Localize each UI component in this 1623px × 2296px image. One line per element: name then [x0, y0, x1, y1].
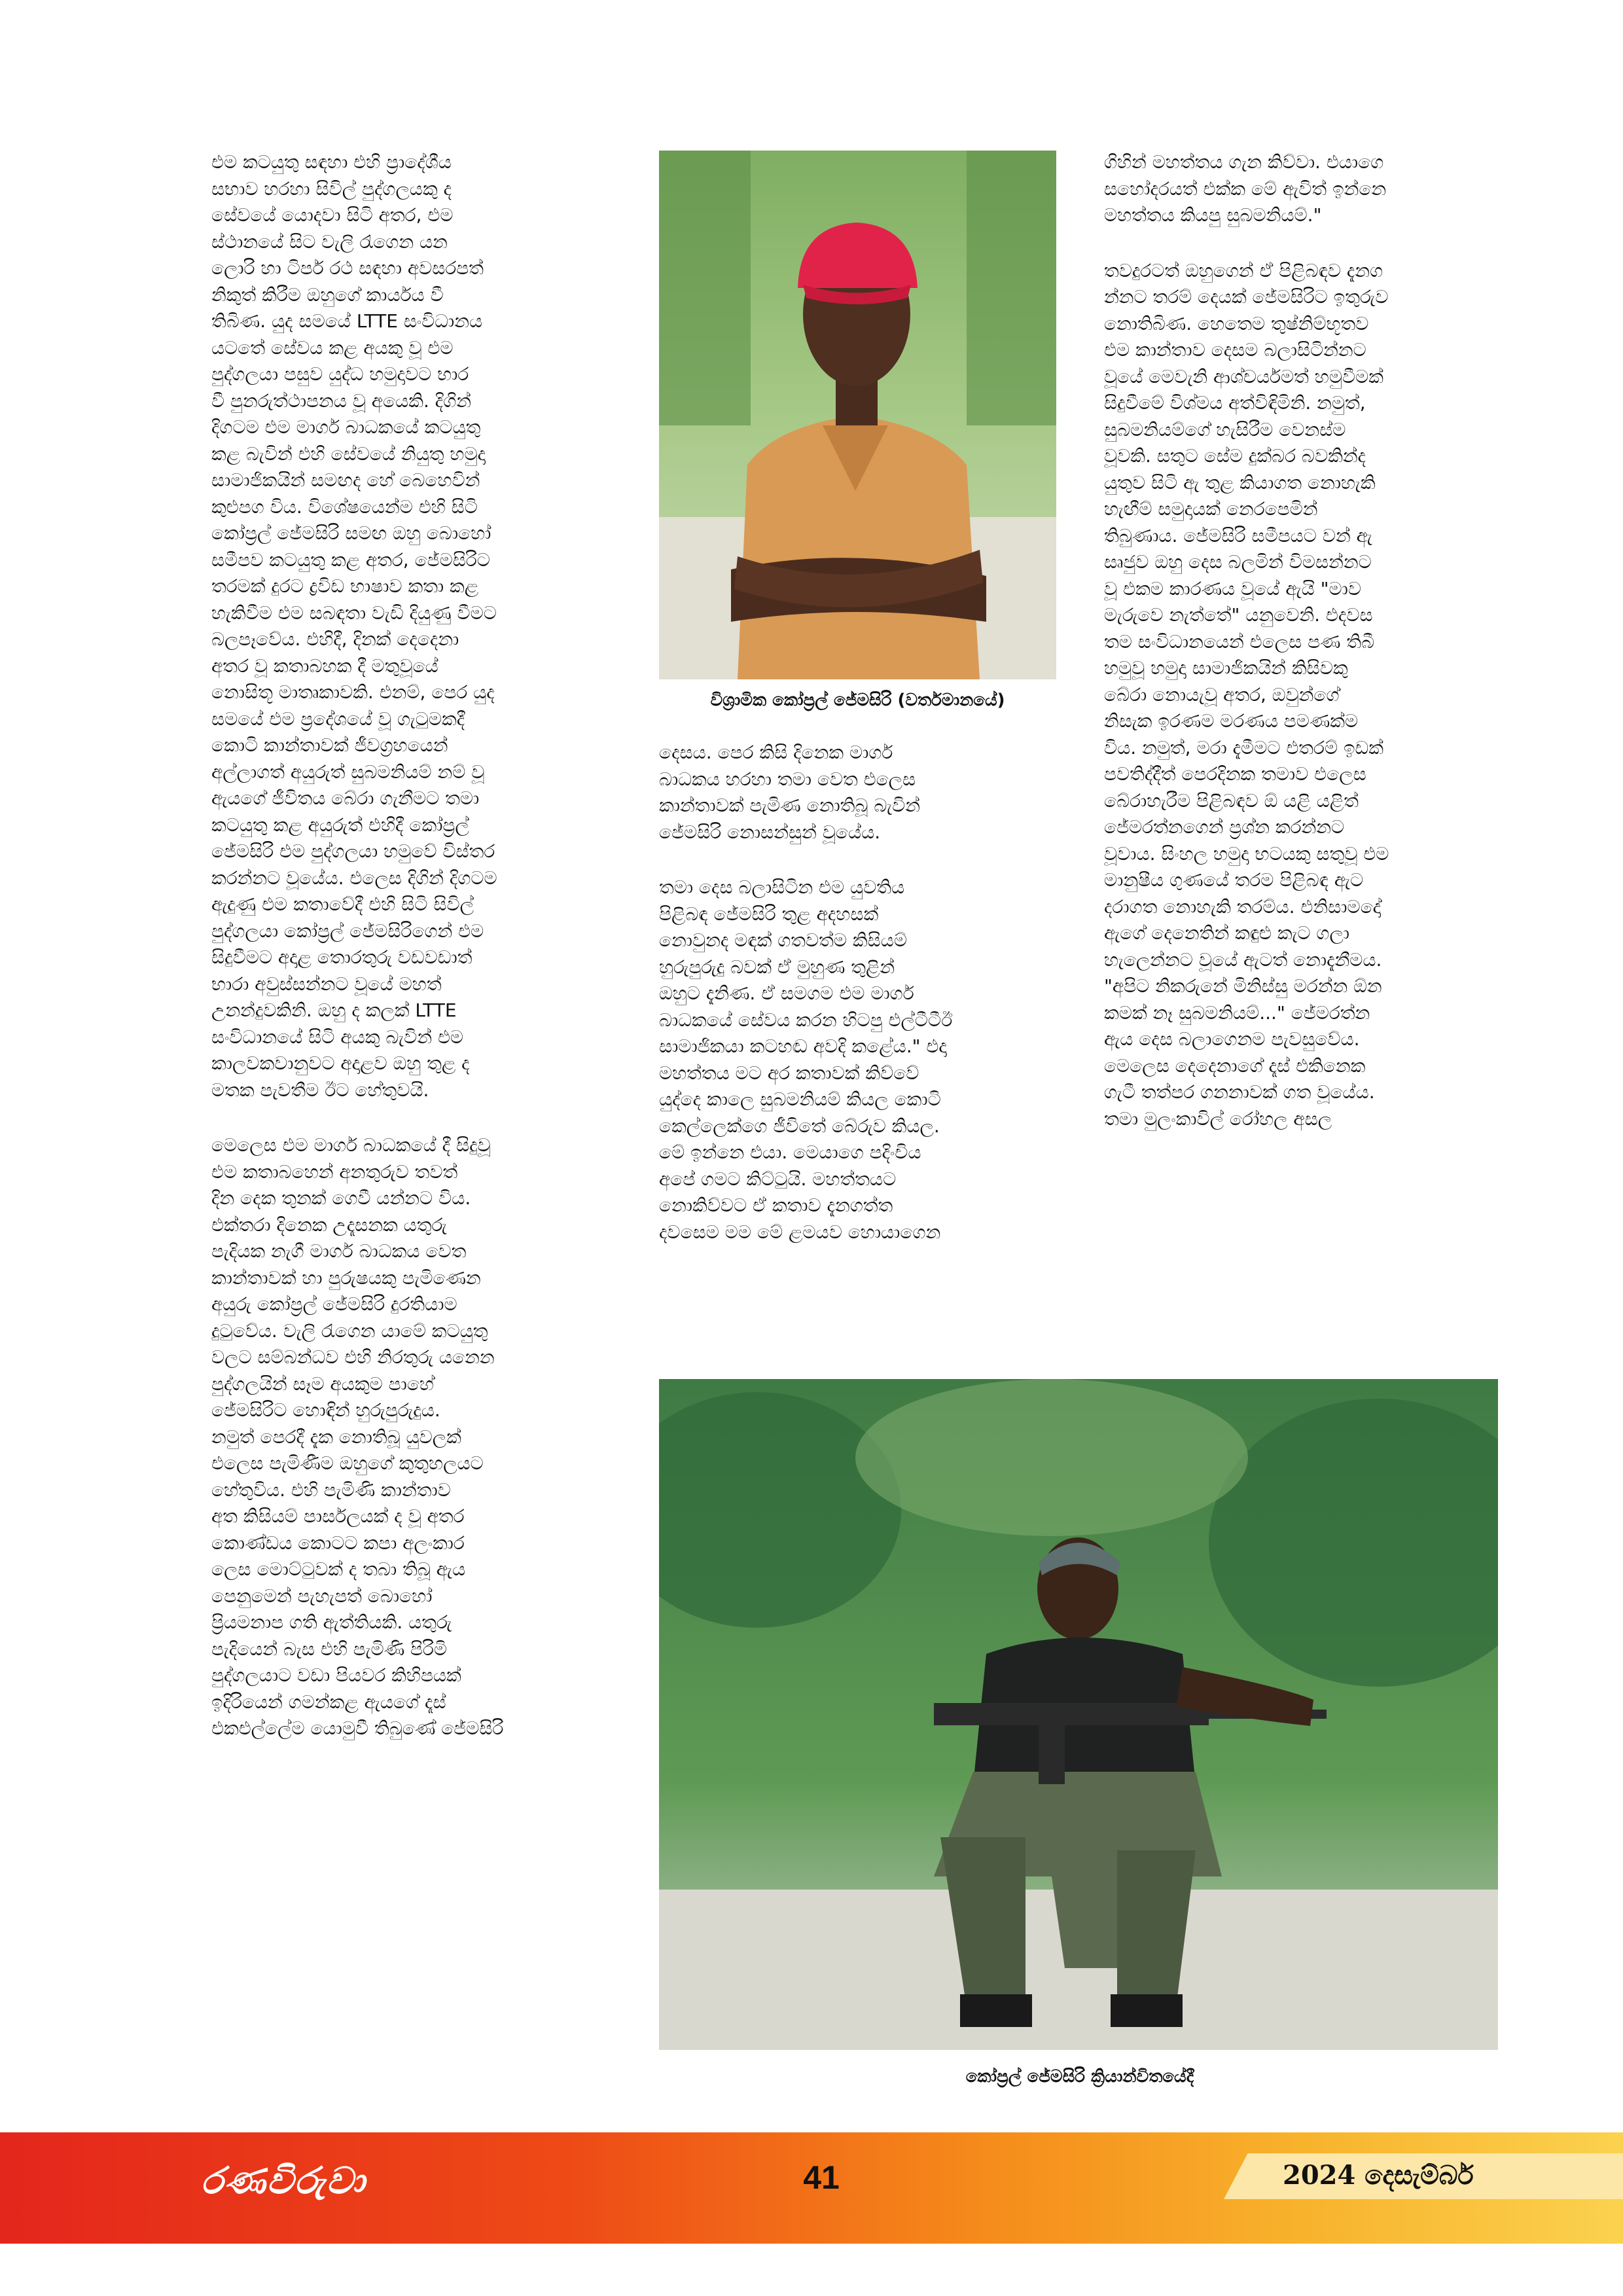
article-column-3	[1104, 149, 1510, 1161]
portrait-photo	[659, 151, 1056, 679]
paragraph: තමා දෙස බලාසිටින එම යුවතිය පිළිබඳ ජේමසිරි තුළ අදහසක් නොවුනද මඳක් ගතවත්ම කිසියම් හුරුපුරුදු බවක් ඒ මුහුණ තුළින් ඔහුට දැනිණ. ඒ සමගම එම මාර්ග බාධකයේ සේවය කරන හිටපු එල්ටීටීඊ සාමාජිකයා කටහඬ අවදි කළේය." එදා මහත්තය මට අර කතාවක් කිව්වේ යුද්දෙ කාලෙ සුබමනියම් කියල කොටි කෙල්ලෙක්ගෙ ජීවිතේ බේරුව කියල. මේ ඉන්නෙ එයා. මෙයාගෙ පදිංචිය අපේ ගමට කිට්ටුයි. මහත්තයට නොකිව්වට ඒ කතාව දැනගත්ත දවසෙම මම මේ ළමයව හොයාගෙන	[659, 876, 953, 1243]
article-column-1	[211, 149, 617, 1771]
photo-caption: විශ්‍රාමික කෝප්‍රල් ජේමසිරි (වර්තමානයේ)	[710, 691, 1005, 710]
soldier-action-photo	[659, 1379, 1498, 2050]
paragraph: එම කටයුතු සඳහා එහි ප්‍රාදේශීය සභාව හරහා සිවිල් පුද්ගලයකු ද සේවයේ යොදවා සිටි අතර, එම ස්ථානයේ සිට වැලි රැගෙන යන ලොරි හා ටිපර් රථ සඳහා අවසරපත් නිකුත් කිරීම ඔහුගේ කාර්යය වී තිබිණ. යුද සමයේ LTTE සංවිධානය යටතේ සේවය කළ අයකු වූ එම පුද්ගලයා පසුව යුද්ධ හමුදාවට භාර වී පුනරුත්ථාපනය වූ අයෙකි. දිගින් දිගටම එම මාර්ග බාධකයේ කටයුතු කළ බැවින් එහි සේවයේ නියුතු හමුදා සාමාජිකයින් සමඟද හේ බෙහෙවින් කුළුපග විය. විශේෂයෙන්ම එහි සිටි කෝප්‍රල් ජේමසිරි සමඟ ඔහු බොහෝ සමීපව කටයුතු කළ අතර, ජේමසිරිට තරමක් දුරට ද්‍රවිඩ භාෂාව කතා කළ හැකිවීම එම සබඳතා වැඩි දියුණු වීමට බලපෑවේය. එහිදී, දිනක් දෙදෙනා අතර වූ කතාබහක දී මතුවූයේ නොසිතූ මාතෘකාවකි. එනම්, පෙර යුද සමයේ එම ප්‍රදේශයේ වූ ගැටුමකදී කොටි කාන්තාවක් ජීවග්‍රහයෙන් අල්ලාගත් අයුරුත් සුබමනියම් නම් වූ ඇයගේ ජීවිතය බේරා ගැනීමට තමා කටයුතු කළ අයුරුත් එහිදී කෝප්‍රල් ජේමසිරි එම පුද්ගලයා හමුවේ විස්තර කරන්නට වූයේය. එලෙස දිගින් දිගටම ඇදුණු එම කතාවේදී එහි සිටි සිවිල් පුද්ගලයා කෝප්‍රල් ජේමසිරිගෙන් එම සිදුවීමට අදාළ තොරතුරු වඩවඩාත් භාරා අවුස්සන්නට වූයේ මහත් උනන්දුවකිනි. ඔහු ද කලක් LTTE සංවිධානයේ සිටි අයකු බැවින් එම කාලවකවානුවට අදාළව ඔහු තුළ ද මතක පැවතීම ඊට හේතුවයි.	[211, 151, 497, 1101]
paragraph: ගිහින් මහත්තය ගැන කිව්වා. එයාගෙ සහෝදරයත් එක්ක මේ ඇවිත් ඉන්නෙ මහත්තය කියපු සුබමනියම්."	[1104, 151, 1387, 226]
paragraph: මෙලෙස එම මාර්ග බාධකයේ දී සිදුවූ එම කතාබහෙන් අනතුරුව තවත් දින දෙක තුනක් ගෙවී යන්නට විය. එක්තරා දිනෙක උදෑසනක යතුරු පැදියක නැගී මාර්ග බාධකය වෙත කාන්තාවක් හා පුරුෂයකු පැමිණෙන අයුරු කෝප්‍රල් ජේමසිරි දුරතියාම දුටුවේය. වැලි රැගෙන යාමේ කටයුතු වලට සම්බන්ධව එහි නිරතුරු යනෙන පුද්ගලයින් සෑම අයකුම පාහේ ජේමසිරිට හොඳින් හුරුපුරුදුය. නමුත් පෙරදී දැක නොතිබූ යුවලක් එලෙස පැමිණීම ඔහුගේ කුතුහලයට හේතුවිය. එහි පැමිණි කාන්තාව අත කිසියම් පාර්සලයක් ද වූ අතර කොණ්ඩය කොටට කපා අලංකාර ලෙස මොට්ටුවක් ද තබා තිබූ ඇය පෙනුමෙන් පැහැපත් බොහෝ ප්‍රියමනාප ගති ඇත්තියකි. යතුරු පැදියෙන් බැස එහි පැමිණි පිරිමි පුද්ගලයාට වඩා පියවර කිහිපයක් ඉදිරියෙන් ගමන්කළ ඇයගේ දෑස් එකඑල්ලේම යොමුවී තිබුණේ ජේමසිරි	[211, 1134, 504, 1739]
page-number: 41	[803, 2159, 840, 2196]
photo-caption: කෝප්‍රල් ජේමසිරි ක්‍රියාන්විතයේදී	[965, 2067, 1194, 2087]
paragraph: තවදුරටත් ඔහුගෙන් ඒ පිළිබඳව දැනග න්නට තරම් දෙයක් ජේමසිරිට ඉතුරුව නොතිබිණ. හෙතෙම තුෂ්නිම්භූතව එම කාන්තාව දෙසම බලාසිටින්නට වූයේ මෙවැනි ආශ්චර්යමත් හමුවීමක් සිදුවීමේ විශ්මය අත්විඳිමිනි. නමුත්, සුබමනියම්ගේ හැසිරීම වෙනස්ම වූවකි. සතුට සේම දුක්බර බවකින්ද යුතුව සිටි ඇ තුළ කියාගත නොහැකි හැඟීම් සමුදායක් නෙරපෙමින් තිබුණාය. ජේමසිරි සමීපයට වන් ඇ සෘජුව ඔහු දෙස බලමින් විමසන්නට වූ එකම කාරණය වූයේ ඇයි "මාව මැරුවෙ නැත්තේ" යනුවෙනි. එදවස තම සංවිධානයෙන් එලෙස පණ තිබී හමුවූ හමුදා සාමාජිකයින් කිසිවකු බේරා නොයැවූ අතර, ඔවුන්ගේ නිසැක ඉරණම මරණය පමණක්ම විය. නමුත්, මරා දැමීමට එතරම් ඉඩක් පවතිද්දීත් පෙරදිනක තමාව එලෙස බේරාහැරීම පිළිබඳව ඕ යළි යළිත් ජේමරත්නගෙන් ප්‍රශ්න කරන්නට වූවාය. සිංහල හමුදා භටයකු සතුවූ එම මානුෂීය ගුණයේ තරම පිළිබඳ ඇට දරාගත නොහැකි තරම්ය. එනිසාමදෝ ඇගේ දෙනෙතින් කඳුළු කැට ගලා හැලෙන්නට වූයේ ඇටත් නොදැනීමය. "අපිට නිකරුනේ මිනිස්සු මරන්න ඕන කමක් නෑ සුබමනියම්..." ජේමරත්න ඇය දෙස බලාගෙනම පැවසුවේය. මෙලෙස දෙදෙනාගේ දෑස් එකිනෙක ගැටී තත්පර ගනනාවක් ගත වූයේය. තමා මුලංකාවිල් රෝහල අසල	[1104, 259, 1389, 1130]
paragraph: දෙසය. පෙර කිසි දිනෙක මාර්ග බාධකය හරහා තමා වෙත එලෙස කාන්තාවක් පැමිණ නොතිබූ බැවින් ජේමසිරි නොසන්සුන් වූයේය.	[659, 742, 921, 843]
issue-date: 2024 දෙසැම්බර්	[1283, 2160, 1474, 2191]
magazine-logo: රණවිරුවා	[201, 2160, 366, 2202]
article-column-2	[659, 740, 1052, 1274]
